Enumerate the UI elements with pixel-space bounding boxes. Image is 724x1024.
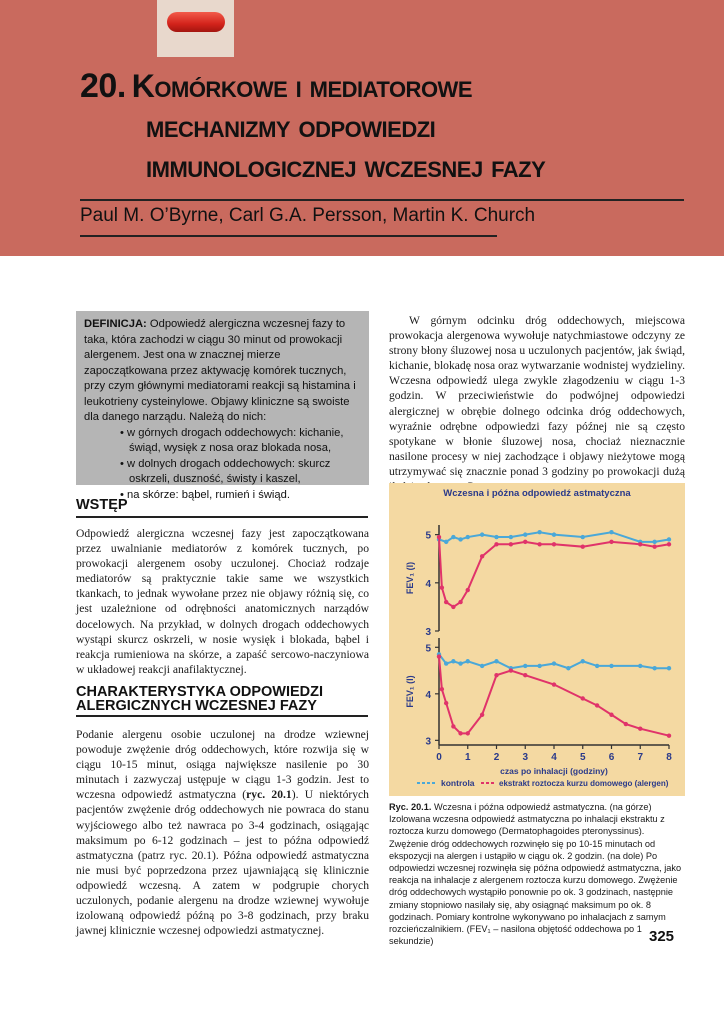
data-point: [451, 605, 455, 609]
definition-text: Odpowiedź alergiczna wczesnej fazy to taka, która zachodzi w ciągu 30 minut od prowokacji alergenem. Jest ona w znacznej mierze zapoczątkowana przez aktywację komórek tucznych, przy czym głównymi mediatorami reakcji są histamina i leukotrieny cysteinylowe. Objawy kliniczne są swoiste dla danego narządu. Należą do nich:: [84, 318, 356, 423]
definition-bullet: • na skórze: bąbel, rumień i świąd.: [120, 488, 361, 504]
figure-caption: [389, 801, 685, 947]
data-point: [509, 668, 513, 672]
data-point: [437, 535, 441, 539]
data-point: [595, 703, 599, 707]
data-point: [444, 540, 448, 544]
chapter-authors: Paul M. O’Byrne, Carl G.A. Persson, Martin K. Church: [80, 205, 536, 226]
right-column-paragraph: W górnym odcinku dróg oddechowych, miejscowa prowokacja alergenowa wywołuje natychmiastowe odczyny ze strony błony śluzowej nosa u uczulonych pacjentów, jak świąd, kichanie, blokadę nosa oraz wytwarzanie wodnistej wydzieliny. Wczesna odpowiedź ulega zwykle złagodzeniu w ciągu 1-3 godzin. W przeciwieństwie do podwójnej odpowiedzi alergicznej w obrębie dolnego odcinka dróg oddechowych, wyraźnie odrębne odpowiedzi fazy późnej nie są często spotykane w błonie śluzowej nosa, chociaż nieznacznie nasilone procesy w niej zachodzące i objawy nieżytowe mogą utrzymywać się znacznie ponad 3 godziny po prowokacji dużą: [389, 314, 685, 478]
data-point: [509, 535, 513, 539]
definition-bullet: • w dolnych drogach oddechowych: skurcz oskrzeli, duszność, świsty i kaszel,: [120, 457, 361, 488]
y-axis-label: FEV₁ (l): [405, 675, 415, 708]
definition-lead: DEFINICJA:: [84, 318, 147, 330]
data-point: [523, 532, 527, 536]
section-heading-characteristics: [76, 685, 323, 713]
data-point: [609, 540, 613, 544]
heading-line: ALERGICZNYCH WCZESNEJ FAZY: [76, 698, 317, 714]
data-point: [652, 540, 656, 544]
x-tick-label: 0: [436, 752, 442, 763]
x-tick-label: 2: [493, 752, 500, 763]
data-point: [458, 600, 462, 604]
y-axis-label: FEV₁ (l): [405, 561, 415, 595]
data-point: [437, 654, 441, 658]
data-point: [466, 731, 470, 735]
caption-text: Wczesna i późna odpowiedź astmatyczna. (na górze) Izolowana wczesna odpowiedź astmatyczna po inhalacji ekstraktu z roztocza kurzu domowego (Dermatophagoides pteronyssinus). Zwężenie dróg oddechowych rozwinęło się po 10-15 minutach od ekspozycji na alergen i ustąpiło w ciągu ok. 2 godzin. (na dole) Po odpowiedzi wczesnej rozwinęła się późna odpowiedź astmatyczna, jako reakcja na inhalacje z alergenem roztocza kurzu domowego. Zwężenie dróg oddechowych wystąpiło ponownie po ok. 3 godzinach, następnie zmiany stopniowo nasilały się, aby osiągnąć maksimum po ok. 8 godzinach. Pomiary kontrolne wykonywano po inhalacjach z samym rozcieńczalnikiem. (FEV₁ – nasilona objętość oddechowa po 1 sekundzie): [389, 802, 682, 947]
intro-paragraph: Odpowiedź alergiczna wczesnej fazy jest zapoczątkowana przez uwalnianie mediatorów z komórek tucznych, po prowokacji alergenem osoby uczulonej. Chociaż rodzaje mediatorów są praktycznie takie same we wszystkich tkankach, to jednak wywołane przez nie objawy różnią się, co jest uzależnione od odrębności anatomicznych narządów docelowych. Na przykład, w dolnych drogach oddechowych wystąpi skurcz oskrzeli, w nosie wysięk i blokada, bąbel i reakcja rumieniowa na skórze, a zapaść sercowo-naczyniowa w układowej reakcji anafilaktycznej.: [76, 527, 369, 676]
title-line-2: mechanizmy odpowiedzi: [146, 108, 436, 144]
data-point: [466, 659, 470, 663]
data-point: [581, 535, 585, 539]
data-point: [537, 530, 541, 534]
section-heading-intro: WSTĘP: [76, 497, 128, 513]
chapter-number: 20.: [80, 67, 126, 105]
data-point: [494, 673, 498, 677]
data-point: [444, 701, 448, 705]
y-tick-label: 4: [425, 689, 431, 701]
data-point: [440, 585, 444, 589]
data-point: [609, 530, 613, 534]
x-tick-label: 4: [551, 752, 557, 763]
x-tick-label: 7: [637, 752, 644, 763]
data-point: [480, 532, 484, 536]
data-point: [523, 664, 527, 668]
y-tick-label: 4: [425, 578, 431, 590]
title-line-3: immunologicznej wczesnej fazy: [146, 148, 546, 184]
series-line-control: [439, 654, 669, 668]
data-point: [451, 659, 455, 663]
paragraph-text: ). U niektórych pacjentów zwężenie dróg oddechowych nie powraca do stanu wyjściowego albo też nawraca po 3-4 godzinach, osiągając maksimum po 6-12 godzinach – jest to późna odpowiedź astmatyczna (patrz ryc. 20.1). Późna odpowiedź astmatyczna nie musi być poprzedzona przez ujawniającą się klinicznie odpowiedź wczesną. A zatem w podgrupie chorych uczulonych, podanie alergenu na drodze wziewnej wywołuje izolowaną odpowiedź późną po 3-8 godzinach, przy braku jawnej klinicznie wczesnej odpowiedzi astmatycznej.: [76, 788, 369, 938]
data-point: [552, 682, 556, 686]
x-tick-label: 3: [522, 752, 529, 763]
data-point: [537, 664, 541, 668]
caption-label: Ryc. 20.1.: [389, 802, 432, 812]
chapter-header: [0, 0, 724, 256]
authors-divider: [80, 235, 497, 237]
data-point: [667, 537, 671, 541]
data-point: [458, 661, 462, 665]
data-point: [494, 659, 498, 663]
figure-reference-link[interactable]: ryc. 20.1: [246, 788, 292, 802]
definition-box: [76, 311, 369, 501]
chapter-logo: [157, 0, 234, 57]
x-tick-label: 5: [579, 752, 586, 763]
data-point: [552, 532, 556, 536]
x-tick-label: 1: [464, 752, 471, 763]
data-point: [466, 535, 470, 539]
data-point: [451, 724, 455, 728]
data-point: [667, 542, 671, 546]
data-point: [552, 542, 556, 546]
x-tick-label: 6: [608, 752, 615, 763]
data-point: [444, 600, 448, 604]
x-axis-label: czas po inhalacji (godziny): [500, 766, 608, 776]
legend-label-allergen: ekstrakt roztocza kurzu domowego (alergen): [499, 779, 669, 788]
red-pill-icon: [167, 12, 225, 32]
data-point: [480, 554, 484, 558]
title-divider: [80, 199, 684, 201]
data-point: [509, 542, 513, 546]
data-point: [638, 542, 642, 546]
data-point: [638, 664, 642, 668]
title-line-1: Komórkowe i mediatorowe: [131, 68, 472, 104]
definition-list: [84, 426, 361, 504]
data-point: [652, 544, 656, 548]
x-tick-label: 8: [666, 752, 672, 763]
characteristics-paragraph: [76, 727, 369, 938]
data-point: [494, 542, 498, 546]
series-line-allergen: [439, 537, 669, 607]
figure-20-1: [389, 483, 685, 796]
page-number: 325: [649, 928, 675, 945]
data-point: [652, 666, 656, 670]
section-divider: [76, 715, 368, 717]
y-tick-label: 3: [425, 627, 431, 638]
data-point: [480, 664, 484, 668]
heading-line: CHARAKTERYSTYKA ODPOWIEDZI: [76, 684, 324, 700]
data-point: [581, 544, 585, 548]
series-line-allergen: [439, 657, 669, 736]
chart-canvas: [389, 483, 685, 796]
legend-label-control: kontrola: [441, 778, 475, 788]
y-tick-label: 3: [425, 736, 431, 748]
data-point: [440, 687, 444, 691]
data-point: [458, 731, 462, 735]
paragraph-text: Podanie alergenu osobie uczulonej na drodze wziewnej powoduje zwężenie dróg oddechowych, które rozwija się w ciągu 10-15 minut, osiąga największe nasilenie po 30 minutach i zazwyczaj ustępuje w ciągu 1-3 godzin. Jest to wczesna odpowiedź astmatyczna (: [76, 728, 369, 802]
data-point: [581, 659, 585, 663]
data-point: [466, 588, 470, 592]
data-point: [667, 666, 671, 670]
data-point: [609, 664, 613, 668]
data-point: [480, 713, 484, 717]
y-tick-label: 5: [425, 530, 431, 542]
data-point: [537, 542, 541, 546]
data-point: [581, 696, 585, 700]
section-divider: [76, 516, 368, 518]
data-point: [638, 727, 642, 731]
data-point: [595, 664, 599, 668]
figure-title: Wczesna i późna odpowiedź astmatyczna: [443, 488, 631, 499]
chapter-title: [80, 66, 700, 186]
data-point: [566, 666, 570, 670]
data-point: [609, 713, 613, 717]
y-tick-label: 5: [425, 643, 431, 655]
definition-paragraph: [84, 317, 361, 426]
data-point: [624, 722, 628, 726]
data-point: [494, 535, 498, 539]
data-point: [552, 661, 556, 665]
data-point: [451, 535, 455, 539]
data-point: [458, 537, 462, 541]
data-point: [523, 540, 527, 544]
data-point: [523, 673, 527, 677]
data-point: [444, 661, 448, 665]
data-point: [667, 733, 671, 737]
definition-bullet: • w górnych drogach oddechowych: kichanie, świąd, wysięk z nosa oraz blokada nosa,: [120, 426, 361, 457]
